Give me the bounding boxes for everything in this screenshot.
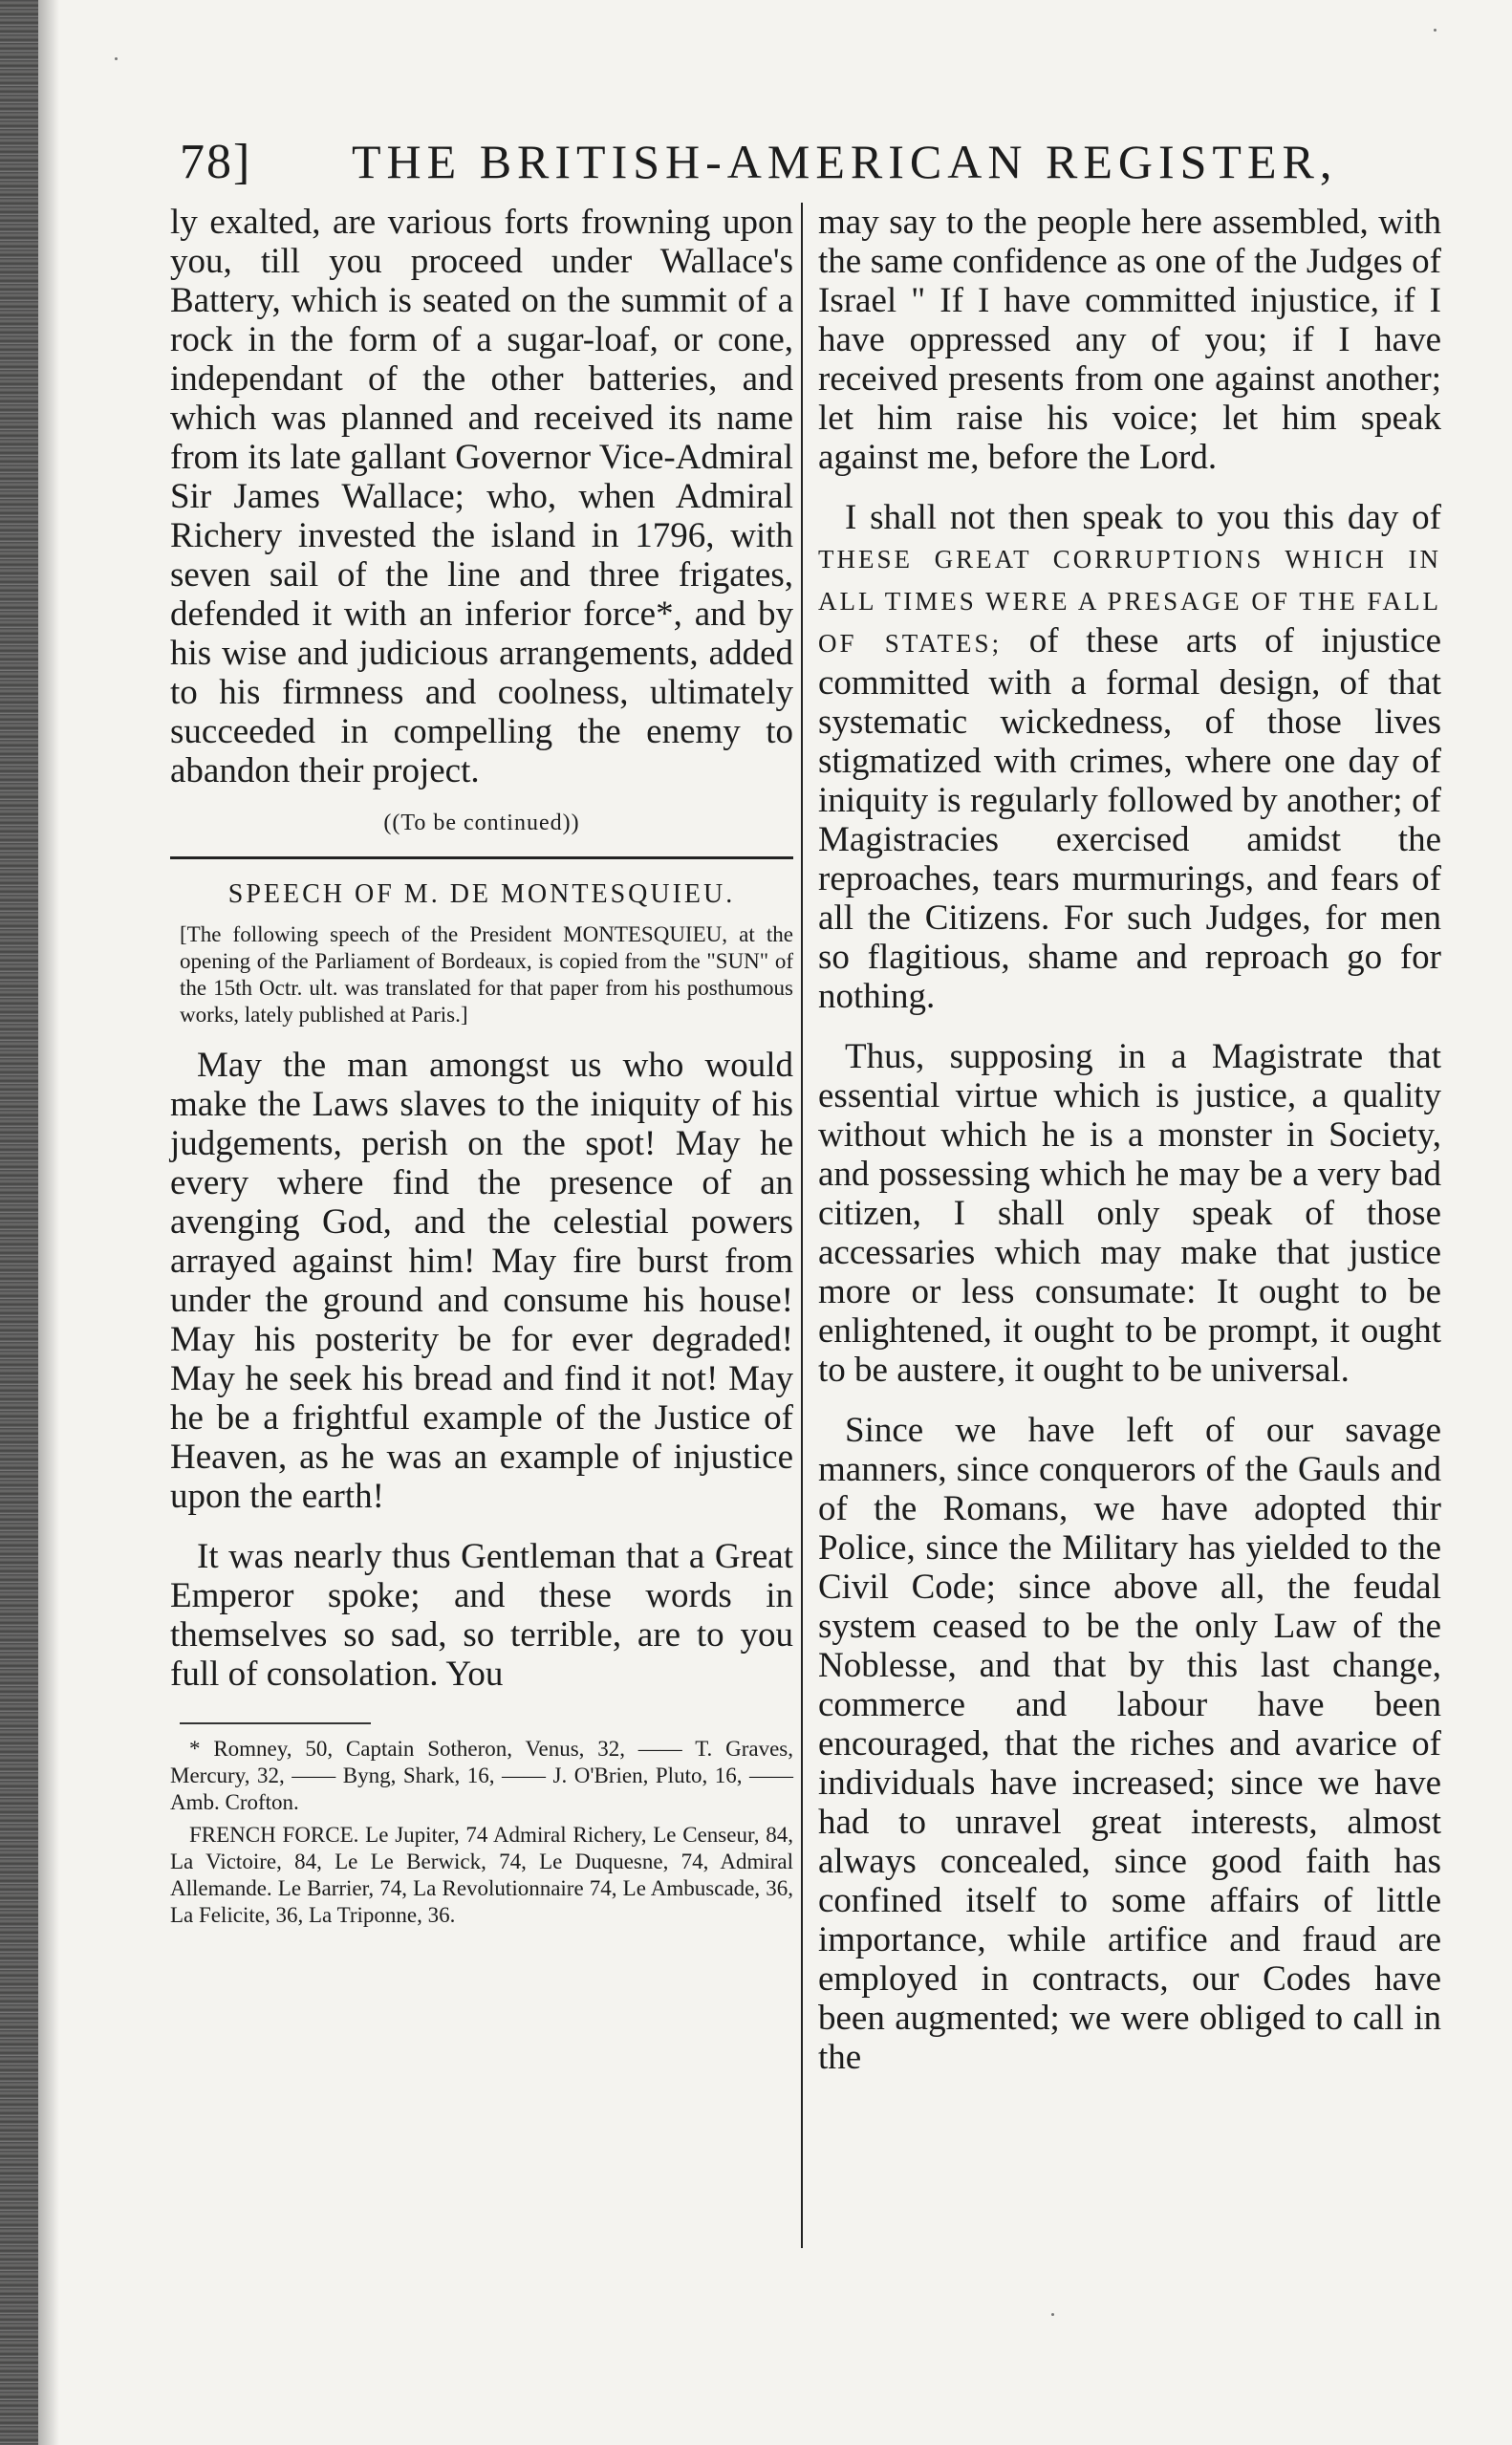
editorial-note: [The following speech of the President MONTESQUIEU, at the opening of the Parliament of Bordeaux, is copied from the "SUN" of the 15th Octr. ult. was translated for that paper from his posthumous works, lately published at Paris.] [180, 922, 793, 1027]
to-be-continued-note: ((To be continued)) [383, 811, 580, 835]
speech-paragraph-6: Since we have left of our savage manners, since conquerors of the Gauls and of the Romans, we have adopted thir Police, since the Military has yielded to the Civil Code; since above all, the feudal system ceased to be the only Law of the Noblesse, and that by this last change, commerce and labour have been encouraged, that the riches and avarice of individuals have increased; since we have had to unravel great interests, almost always concealed, since good faith has confined itself to some affairs of little importance, while artifice and fraud are employed in contracts, our Codes have been augmented; we were obliged to call in the [818, 1411, 1441, 2077]
footnotes [170, 1736, 793, 1929]
speech-paragraph-3: may say to the people here assembled, with the same confidence as one of the Judges of Israel " If I have committed injustice, if I have oppressed any of you; if I have received presents from one against another; let him raise his voice; let him speak against me, before the Lord. [818, 203, 1441, 477]
print-speck [1434, 29, 1436, 32]
paragraph-end-text: of these arts of injustice committed with a formal design, of that systematic wickedness, of those lives stigmatized with crimes, where one day of iniquity is regularly followed by another; of Magistracies exercised amidst the reproaches, tears murmurings, and fears of all the Citizens. For such Judges, for men so flagitious, shame and reproach go for nothing. [818, 621, 1442, 1016]
speech-title: SPEECH OF M. DE MONTESQUIEU. [227, 879, 736, 909]
speech-paragraph-4 [818, 498, 1441, 1016]
book-binding-edge [0, 0, 38, 2445]
speech-paragraph-2: It was nearly thus Gentleman that a Great Emperor spoke; and these words in themselves so sad, so terrible, are to you full of consolation. You [170, 1537, 793, 1694]
speech-paragraph-1: May the man amongst us who would make the Laws slaves to the iniquity of his judgements, perish on the spot! May he every where find the presence of an avenging God, and the celestial powers arrayed against him! May fire burst from under the ground and consume his house! May his posterity be for ever degraded! May he seek his bread and find it not! May he be a frightful example of the Justice of Heaven, as he was an example of injustice upon the earth! [170, 1046, 793, 1516]
right-column [818, 203, 1441, 2077]
footnote-rule [180, 1722, 371, 1724]
running-title: THE BRITISH-AMERICAN REGISTER, [352, 135, 1338, 188]
article-continuation-paragraph: ly exalted, are various forts frowning upon you, till you proceed under Wallace's Battery, which is seated on the summit of a rock in the form of a sugar-loaf, or cone, independant of the other batteries, and which was planned and received its name from its late gallant Governor Vice-Admiral Sir James Wallace; who, when Admiral Richery invested the island in 1796, with seven sail of the line and three frigates, defended it with an inferior force*, and by his wise and judicious arrangements, added to his firmness and coolness, ultimately succeeded in compelling the enemy to abandon their project. [170, 203, 793, 790]
footnote-british-force: * Romney, 50, Captain Sotheron, Venus, 32, —— T. Graves, Mercury, 32, —— Byng, Shark, 16, —— J. O'Brien, Pluto, 16, —— Amb. Crofton. [170, 1737, 793, 1814]
column-divider [801, 203, 803, 2248]
print-speck [1051, 2313, 1054, 2316]
page-number: 78] [180, 135, 252, 189]
page-header [170, 134, 1413, 201]
binding-shadow [38, 0, 59, 2445]
section-rule [170, 856, 793, 859]
footnote-french-force: FRENCH FORCE. Le Jupiter, 74 Admiral Richery, Le Censeur, 84, La Victoire, 84, Le Le Berwick, 74, Le Duquesne, 74, Admiral Allemande. Le Barrier, 74, La Revolutionnaire 74, Le Ambuscade, 36, La Felicite, 36, La Triponne, 36. [170, 1823, 793, 1927]
print-speck [115, 57, 118, 60]
speech-paragraph-5: Thus, supposing in a Magistrate that essential virtue which is justice, a quality without which he is a monster in Society, and possessing which he may be a very bad citizen, I shall only speak of those accessaries which may make that justice more or less consumate: It ought to be enlightened, it ought to be prompt, it ought to be austere, it ought to be universal. [818, 1037, 1441, 1390]
paragraph-start-text: I shall not then speak to you this day of [845, 498, 1441, 537]
small-caps-phrase: THESE GREAT CORRUPTIONS WHICH IN ALL TIMES WERE A PRESAGE OF THE FALL OF STATES; [818, 545, 1441, 658]
left-column [170, 203, 793, 1935]
